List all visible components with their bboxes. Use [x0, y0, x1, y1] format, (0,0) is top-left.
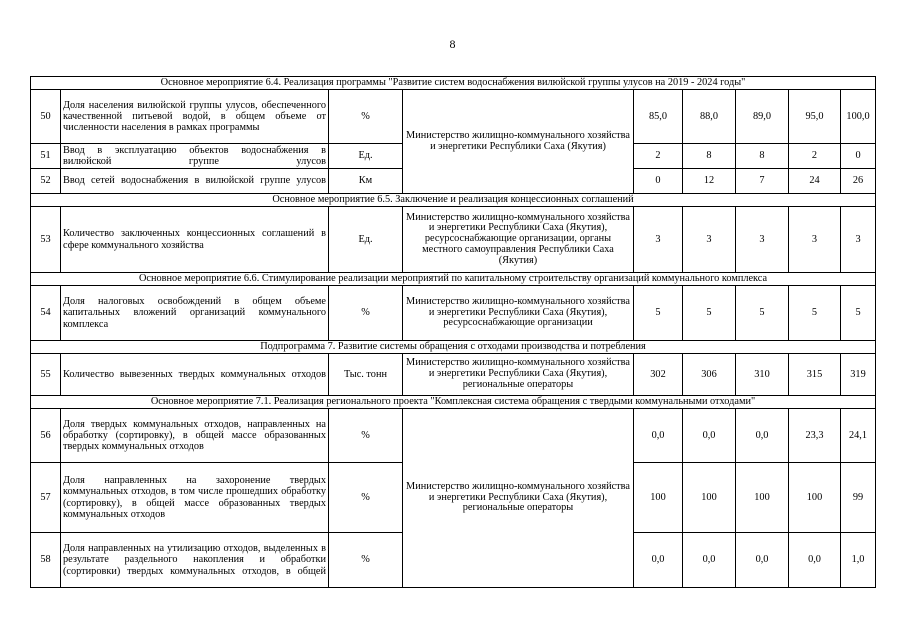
- value-cell: 5: [634, 286, 683, 341]
- row-number: 54: [31, 286, 61, 341]
- row-number: 58: [31, 533, 61, 588]
- unit-cell: Ед.: [329, 144, 403, 169]
- indicator-name: Доля населения вилюйской группы улусов, обеспеченного качественной питьевой водой, в общем объеме от численности населения в рамках программы: [61, 90, 329, 144]
- value-cell: 5: [841, 286, 876, 341]
- value-cell: 100: [683, 463, 736, 533]
- unit-cell: %: [329, 409, 403, 463]
- indicator-name: Доля твердых коммунальных отходов, направленных на обработку (сортировку), в общей массе образованных твердых коммунальных отходов: [61, 409, 329, 463]
- value-cell: 26: [841, 169, 876, 194]
- row-number: 55: [31, 354, 61, 396]
- unit-cell: %: [329, 286, 403, 341]
- indicator-name: Доля налоговых освобождений в общем объеме капитальных вложений организаций коммунального комплекса: [61, 286, 329, 341]
- value-cell: 3: [683, 207, 736, 273]
- indicator-name: Количество заключенных концессионных соглашений в сфере коммунального хозяйства: [61, 207, 329, 273]
- value-cell: 100: [634, 463, 683, 533]
- unit-cell: Тыс. тонн: [329, 354, 403, 396]
- value-cell: 5: [736, 286, 789, 341]
- table-row: [31, 354, 876, 396]
- value-cell: 8: [736, 144, 789, 169]
- table-row: [31, 286, 876, 341]
- section-heading: Основное мероприятие 6.4. Реализация программы "Развитие систем водоснабжения вилюйской группы улусов на 2019 - 2024 годы": [31, 77, 876, 90]
- indicator-name: Количество вывезенных твердых коммунальных отходов: [61, 354, 329, 396]
- value-cell: 0,0: [736, 409, 789, 463]
- responsible-cell: Министерство жилищно-коммунального хозяйства и энергетики Республики Саха (Якутия), ресурсоснабжающие организации: [403, 286, 634, 341]
- unit-cell: %: [329, 463, 403, 533]
- value-cell: 8: [683, 144, 736, 169]
- value-cell: 99: [841, 463, 876, 533]
- value-cell: 88,0: [683, 90, 736, 144]
- unit-cell: Ед.: [329, 207, 403, 273]
- value-cell: 1,0: [841, 533, 876, 588]
- page-number: 8: [449, 37, 456, 51]
- indicator-name: Доля направленных на утилизацию отходов, выделенных в результате раздельного накопления и обработки (сортировки) твердых коммунальных отходов, в общей: [61, 533, 329, 588]
- value-cell: 302: [634, 354, 683, 396]
- value-cell: 0,0: [789, 533, 841, 588]
- value-cell: 3: [736, 207, 789, 273]
- value-cell: 3: [841, 207, 876, 273]
- table-row: [31, 409, 876, 463]
- value-cell: 3: [634, 207, 683, 273]
- section-heading: Основное мероприятие 6.5. Заключение и реализация концессионных соглашений: [31, 194, 876, 207]
- value-cell: 319: [841, 354, 876, 396]
- value-cell: 24,1: [841, 409, 876, 463]
- row-number: 56: [31, 409, 61, 463]
- indicators-table: [30, 76, 876, 588]
- row-number: 53: [31, 207, 61, 273]
- value-cell: 24: [789, 169, 841, 194]
- value-cell: 95,0: [789, 90, 841, 144]
- responsible-cell: Министерство жилищно-коммунального хозяйства и энергетики Республики Саха (Якутия), региональные операторы: [403, 354, 634, 396]
- value-cell: 2: [789, 144, 841, 169]
- indicator-name: Доля направленных на захоронение твердых коммунальных отходов, в том числе прошедших обработку (сортировку), в общей массе образованных твердых коммунальных отходов: [61, 463, 329, 533]
- unit-cell: %: [329, 90, 403, 144]
- indicator-name: Ввод сетей водоснабжения в вилюйской группе улусов: [61, 169, 329, 194]
- value-cell: 310: [736, 354, 789, 396]
- value-cell: 2: [634, 144, 683, 169]
- table-row: [31, 207, 876, 273]
- unit-cell: Км: [329, 169, 403, 194]
- value-cell: 0,0: [736, 533, 789, 588]
- value-cell: 12: [683, 169, 736, 194]
- indicator-name: Ввод в эксплуатацию объектов водоснабжения в вилюйской группе улусов: [61, 144, 329, 169]
- responsible-cell: Министерство жилищно-коммунального хозяйства и энергетики Республики Саха (Якутия), ресурсоснабжающие организации, органы местного самоуправления Республики Саха (Якутия): [403, 207, 634, 273]
- value-cell: 5: [789, 286, 841, 341]
- value-cell: 0: [634, 169, 683, 194]
- value-cell: 0,0: [683, 533, 736, 588]
- value-cell: 0,0: [683, 409, 736, 463]
- value-cell: 23,3: [789, 409, 841, 463]
- row-number: 50: [31, 90, 61, 144]
- value-cell: 7: [736, 169, 789, 194]
- section-heading: Основное мероприятие 7.1. Реализация регионального проекта "Комплексная система обращения с твердыми коммунальными отходами": [31, 396, 876, 409]
- responsible-cell: Министерство жилищно-коммунального хозяйства и энергетики Республики Саха (Якутия), региональные операторы: [403, 409, 634, 588]
- value-cell: 89,0: [736, 90, 789, 144]
- row-number: 57: [31, 463, 61, 533]
- table-row: [31, 90, 876, 144]
- responsible-cell: Министерство жилищно-коммунального хозяйства и энергетики Республики Саха (Якутия): [403, 90, 634, 194]
- value-cell: 5: [683, 286, 736, 341]
- section-heading: Подпрограмма 7. Развитие системы обращения с отходами производства и потребления: [31, 341, 876, 354]
- value-cell: 0,0: [634, 533, 683, 588]
- value-cell: 3: [789, 207, 841, 273]
- row-number: 51: [31, 144, 61, 169]
- value-cell: 85,0: [634, 90, 683, 144]
- value-cell: 100: [736, 463, 789, 533]
- value-cell: 0,0: [634, 409, 683, 463]
- value-cell: 100,0: [841, 90, 876, 144]
- value-cell: 315: [789, 354, 841, 396]
- unit-cell: %: [329, 533, 403, 588]
- row-number: 52: [31, 169, 61, 194]
- value-cell: 100: [789, 463, 841, 533]
- value-cell: 306: [683, 354, 736, 396]
- section-heading: Основное мероприятие 6.6. Стимулирование реализации мероприятий по капитальному строительству организаций коммунального комплекса: [31, 273, 876, 286]
- value-cell: 0: [841, 144, 876, 169]
